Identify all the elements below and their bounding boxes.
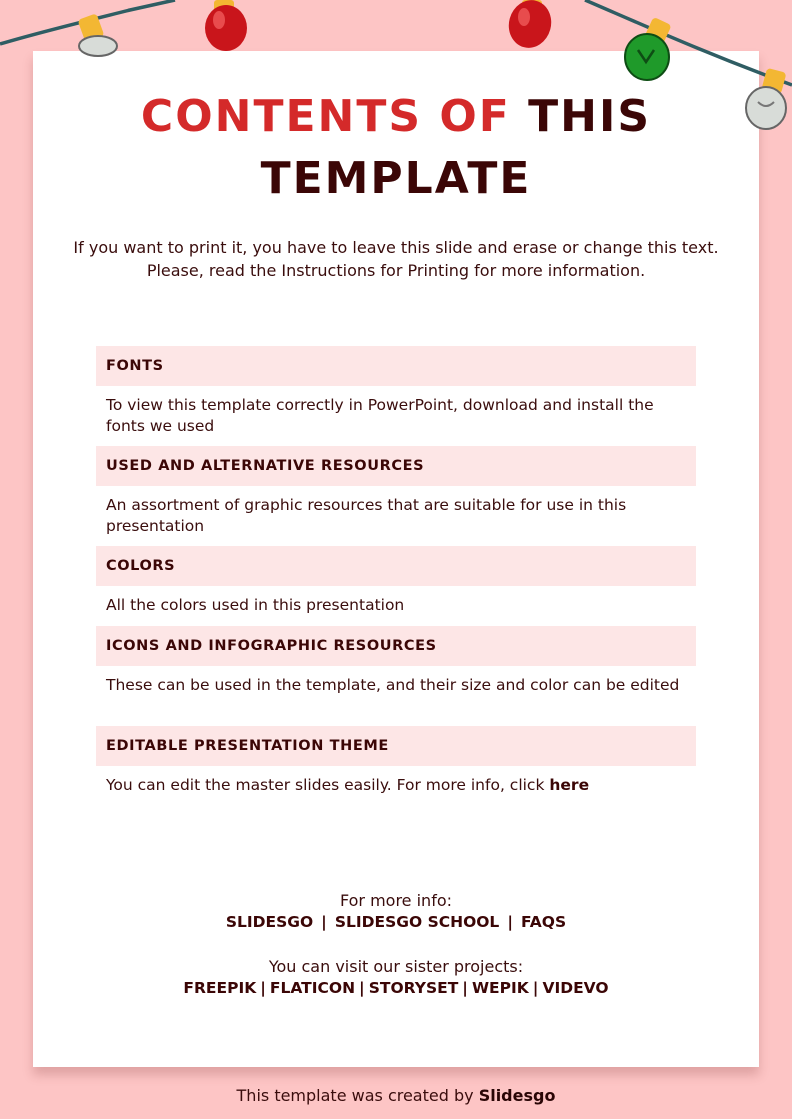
footer-brand: Slidesgo bbox=[478, 1086, 556, 1105]
theme-description-text: You can edit the master slides easily. For more info, click bbox=[106, 776, 545, 794]
sister-projects-label: You can visit our sister projects: bbox=[268, 957, 524, 976]
footer-text: This template was created by bbox=[236, 1086, 474, 1105]
faqs-link[interactable]: FAQS bbox=[520, 913, 567, 931]
section-heading-resources: USED AND ALTERNATIVE RESOURCES bbox=[96, 446, 696, 486]
section-heading-theme: EDITABLE PRESENTATION THEME bbox=[96, 726, 696, 766]
section-description-colors: All the colors used in this presentation bbox=[106, 596, 405, 614]
page-title bbox=[0, 86, 792, 210]
intro-text bbox=[40, 236, 752, 282]
red-bulb-icon bbox=[504, 0, 557, 53]
link-separator: | bbox=[532, 979, 539, 997]
section-heading-fonts: FONTS bbox=[96, 346, 696, 386]
section-description-theme bbox=[96, 766, 696, 806]
link-separator: | bbox=[321, 913, 327, 931]
red-bulb-icon bbox=[205, 0, 247, 51]
contents-list bbox=[96, 346, 696, 806]
intro-line-1: If you want to print it, you have to leave this slide and erase or change this text. bbox=[73, 238, 719, 257]
slidesgo-school-link[interactable]: SLIDESGO SCHOOL bbox=[334, 913, 500, 931]
title-accent: CONTENTS OF bbox=[140, 91, 511, 142]
section-description-resources: An assortment of graphic resources that are suitable for use in this presentation bbox=[106, 496, 627, 535]
footer-credit bbox=[0, 1085, 792, 1107]
section-heading-icons: ICONS AND INFOGRAPHIC RESOURCES bbox=[96, 626, 696, 666]
title-dark: THIS bbox=[528, 91, 652, 142]
storyset-link[interactable]: STORYSET bbox=[368, 979, 459, 997]
title-line-2: TEMPLATE bbox=[260, 153, 532, 204]
here-link[interactable]: here bbox=[549, 776, 590, 794]
section-description-icons: These can be used in the template, and their size and color can be edited bbox=[106, 676, 680, 694]
sister-projects-block bbox=[0, 957, 792, 999]
videvo-link[interactable]: VIDEVO bbox=[542, 979, 609, 997]
link-separator: | bbox=[359, 979, 365, 997]
section-heading-colors: COLORS bbox=[96, 546, 696, 586]
link-separator: | bbox=[260, 979, 266, 997]
more-info-label: For more info: bbox=[339, 891, 452, 910]
title-line-1 bbox=[0, 86, 792, 148]
link-separator: | bbox=[507, 913, 513, 931]
intro-line-2: Please, read the Instructions for Printing for more information. bbox=[146, 261, 646, 280]
slidesgo-link[interactable]: SLIDESGO bbox=[225, 913, 314, 931]
more-info-block bbox=[0, 891, 792, 933]
link-separator: | bbox=[462, 979, 468, 997]
sister-projects-links bbox=[0, 977, 792, 999]
more-info-links bbox=[0, 911, 792, 933]
flaticon-link[interactable]: FLATICON bbox=[269, 979, 356, 997]
wepik-link[interactable]: WEPIK bbox=[471, 979, 529, 997]
clear-bulb-icon bbox=[77, 13, 117, 56]
freepik-link[interactable]: FREEPIK bbox=[183, 979, 257, 997]
section-description-fonts: To view this template correctly in PowerPoint, download and install the fonts we used bbox=[106, 396, 654, 435]
